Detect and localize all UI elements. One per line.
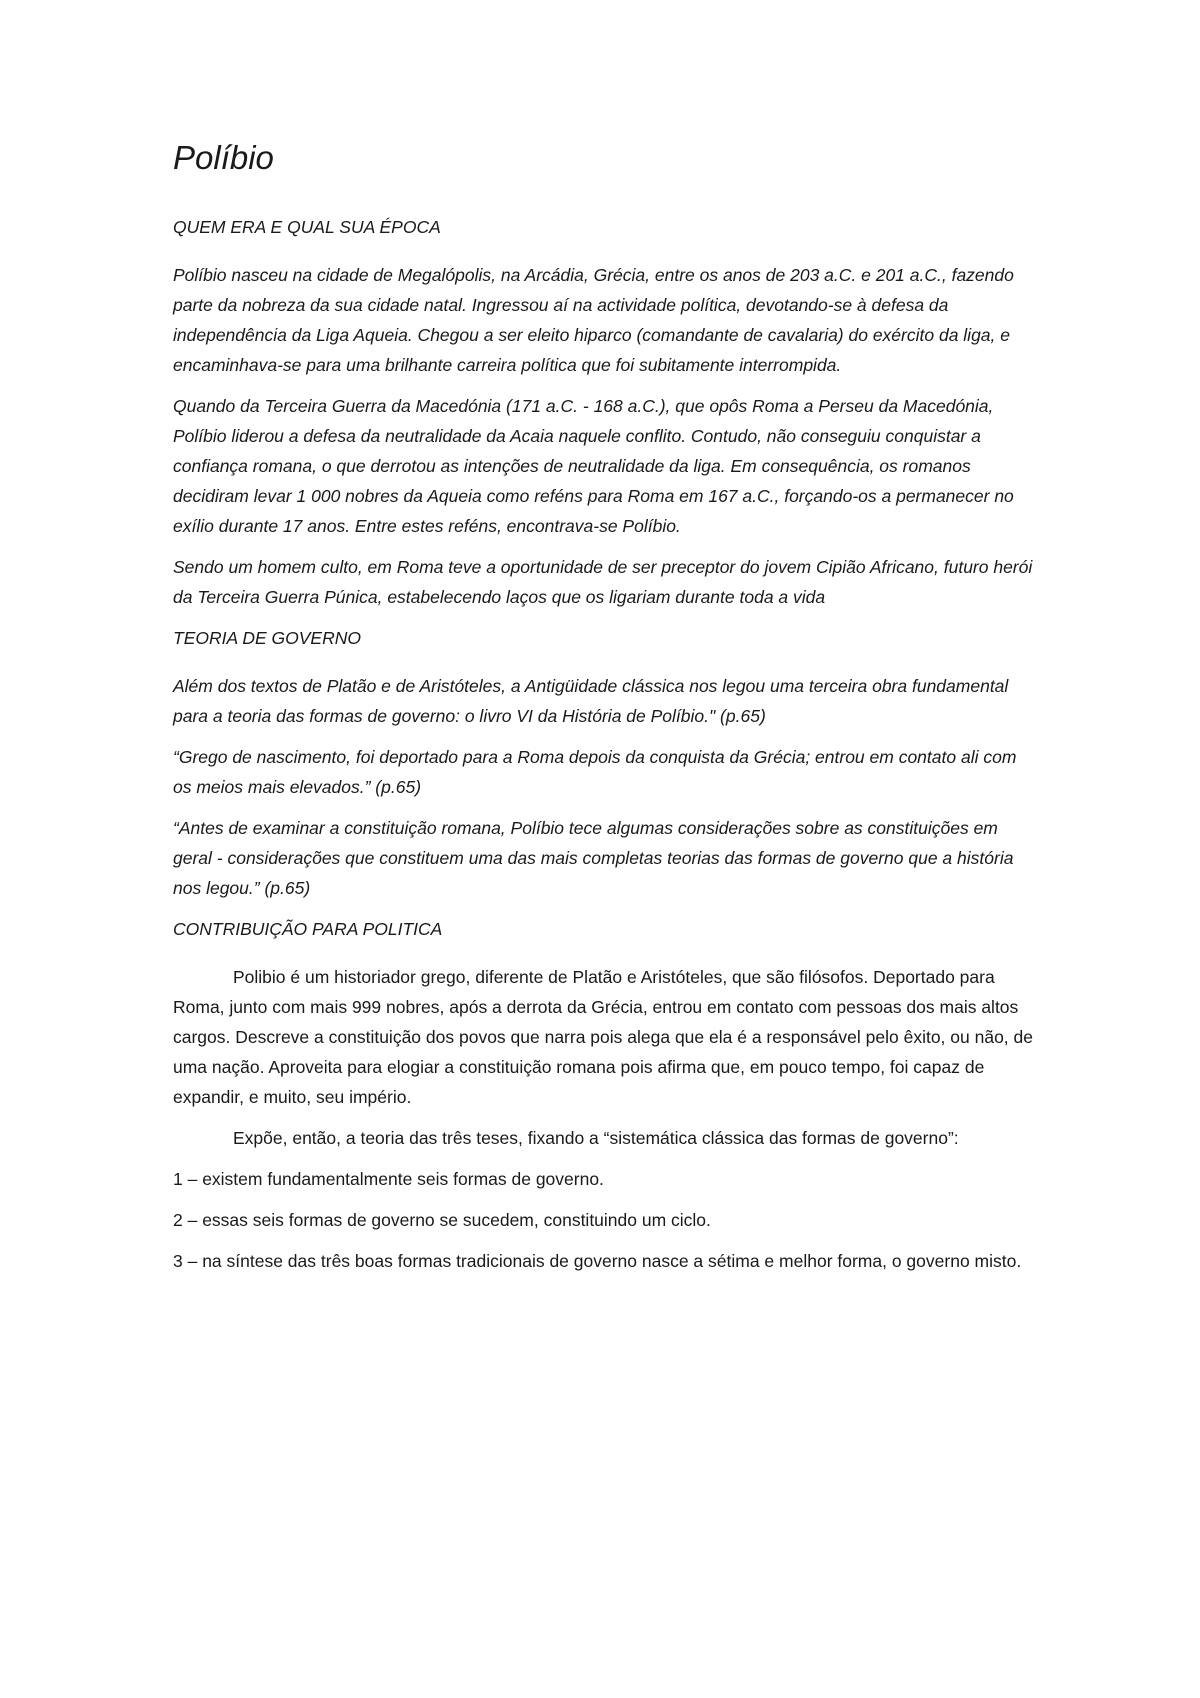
quote-paragraph: Além dos textos de Platão e de Aristóteles, a Antigüidade clássica nos legou uma terceira obra fundamental para a teoria das formas de governo: o livro VI da História de Políbio." (p.65) xyxy=(173,675,1009,726)
list-item: 3 – na síntese das três boas formas tradicionais de governo nasce a sétima e melhor forma, o governo misto. xyxy=(173,1250,1022,1271)
quote-paragraph: “Grego de nascimento, foi deportado para a Roma depois da conquista da Grécia; entrou em contato ali com os meios mais elevados.” (p.65) xyxy=(173,746,1017,797)
paragraph: Sendo um homem culto, em Roma teve a oportunidade de ser preceptor do jovem Cipião Africano, futuro herói da Terceira Guerra Púnica, estabelecendo laços que os ligariam durante toda a vida xyxy=(173,556,1033,607)
paragraph: Políbio nasceu na cidade de Megalópolis, na Arcádia, Grécia, entre os anos de 203 a.C. e 201 a.C., fazendo parte da nobreza da sua cidade natal. Ingressou aí na actividade política, devotando-se à defesa da independência da Liga Aqueia. Chegou a ser eleito hiparco (comandante de cavalaria) do exército da liga, e encaminhava-se para uma brilhante carreira política que foi subitamente interrompida. xyxy=(173,264,1014,375)
section-heading-contribution: CONTRIBUIÇÃO PARA POLITICA xyxy=(173,918,443,939)
paragraph: Quando da Terceira Guerra da Macedónia (171 a.C. - 168 a.C.), que opôs Roma a Perseu da Macedónia, Políbio liderou a defesa da neutralidade da Acaia naquele conflito. Contudo, não conseguiu conquistar a confiança romana, o que derrotou as intenções de neutralidade da liga. Em consequência, os romanos decidiram levar 1 000 nobres da Aqueia como reféns para Roma em 167 a.C., forçando-os a permanecer no exílio durante 17 anos. Entre estes reféns, encontrava-se Políbio. xyxy=(173,395,1014,536)
paragraph: Expõe, então, a teoria das três teses, fixando a “sistemática clássica das formas de governo”: xyxy=(233,1127,959,1148)
quote-paragraph: “Antes de examinar a constituição romana, Políbio tece algumas considerações sobre as constituições em geral - considerações que constituem uma das mais completas teorias das formas de governo que a história nos legou.” (p.65) xyxy=(173,817,1014,898)
document-title: Políbio xyxy=(173,139,274,176)
section-heading-theory: TEORIA DE GOVERNO xyxy=(173,627,361,648)
list-item: 1 – existem fundamentalmente seis formas de governo. xyxy=(173,1168,604,1189)
document-page xyxy=(173,138,1033,1287)
section-heading-who-was: QUEM ERA E QUAL SUA ÉPOCA xyxy=(173,216,441,237)
paragraph: Polibio é um historiador grego, diferente de Platão e Aristóteles, que são filósofos. Deportado para Roma, junto com mais 999 nobres, após a derrota da Grécia, entrou em contato com pessoas dos mais altos cargos. Descreve a constituição dos povos que narra pois alega que ela é a responsável pelo êxito, ou não, de uma nação. Aproveita para elogiar a constituição romana pois afirma que, em pouco tempo, foi capaz de expandir, e muito, seu império. xyxy=(173,966,1033,1107)
list-item: 2 – essas seis formas de governo se sucedem, constituindo um ciclo. xyxy=(173,1209,711,1230)
